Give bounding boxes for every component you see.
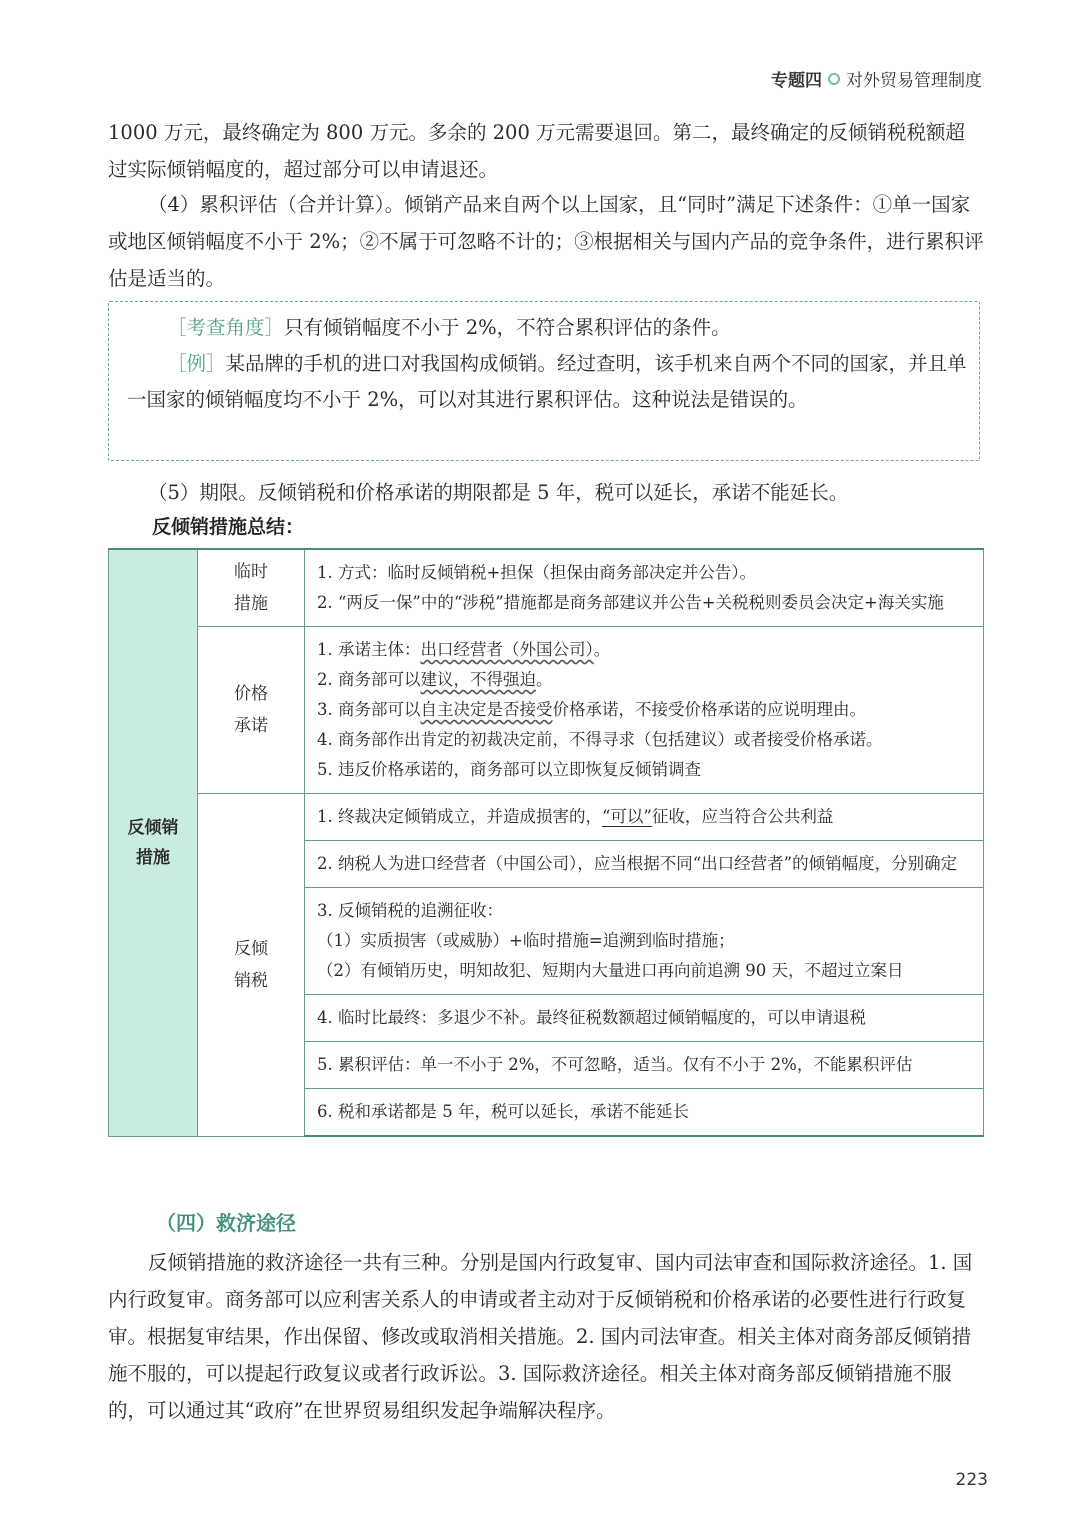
header-title: 对外贸易管理制度 [846,71,982,91]
anti-dumping-duty-label: 反倾销税 [198,794,305,1137]
example-text: 某品牌的手机的进口对我国构成倾销。经过查明，该手机来自两个不同的国家，并且单一国家的倾销幅度均不小于 2%，可以对其进行累积评估。这种说法是错误的。 [127,352,967,411]
list-item: 3. 商务部可以自主决定是否接受价格承诺，不接受价格承诺的应说明理由。 [317,700,866,719]
category-cell: 反倾销措施 [109,549,198,1136]
temp-measure-label: 临时措施 [198,549,305,627]
exam-note-box [108,301,980,461]
duty-row-2: 2. 纳税人为进口经营者（中国公司），应当根据不同“出口经营者”的倾销幅度，分别确定 [305,841,984,888]
duty-row-1: 1. 终裁决定倾销成立，并造成损害的，“可以”征收，应当符合公共利益 [305,794,984,841]
table-row [109,794,984,841]
table-row [109,549,984,627]
exam-angle [127,310,967,346]
example-tag: ［例］ [167,352,226,375]
exam-angle-text: 只有倾销幅度不小于 2%，不符合累积评估的条件。 [284,316,731,339]
list-item: 2. 商务部可以建议，不得强迫。 [317,670,553,689]
list-item: 1. 承诺主体：出口经营者（外国公司）。 [317,640,611,659]
duty-row-6: 6. 税和承诺都是 5 年，税可以延长，承诺不能延长 [305,1089,984,1137]
anti-dumping-summary-table [108,548,984,1137]
paragraph-term: （5）期限。反倾销税和价格承诺的期限都是 5 年，税可以延长，承诺不能延长。 [148,481,849,504]
summary-title: 反倾销措施总结： [152,516,305,538]
list-item: 2. “两反一保”中的“涉税”措施都是商务部建议并公告+关税税则委员会决定+海关实施 [317,593,944,612]
price-undertaking-label: 价格承诺 [198,627,305,794]
price-undertaking-content [305,627,984,794]
running-header [771,66,982,91]
temp-measure-content [305,549,984,627]
paragraph-refund: 1000 万元，最终确定为 800 万元。多余的 200 万元需要退回。第二，最终确定的反倾销税税额超过实际倾销幅度的，超过部分可以申请退还。 [108,121,966,181]
duty-row-4: 4. 临时比最终：多退少不补。最终征税数额超过倾销幅度的，可以申请退税 [305,995,984,1042]
paragraph-remedy: 反倾销措施的救济途径一共有三种。分别是国内行政复审、国内司法审查和国际救济途径。1. 国内行政复审。商务部可以应利害关系人的申请或者主动对于反倾销税和价格承诺的必要性进行行政复审。根据复审结果，作出保留、修改或取消相关措施。2. 国内司法审查。相关主体对商务部反倾销措施不服的，可以提起行政复议或者行政诉讼。3. 国际救济途径。相关主体对商务部反倾销措施不服的，可以通过其“政府”在世界贸易组织发起争端解决程序。 [108,1251,973,1422]
section-remedy-title: （四）救济途径 [156,1211,296,1235]
list-item: 5. 违反价格承诺的，商务部可以立即恢复反倾销调查 [317,760,701,779]
table-row [109,627,984,794]
exam-angle-tag: ［考查角度］ [167,316,285,339]
list-item: 1. 方式：临时反倾销税+担保（担保由商务部决定并公告）。 [317,563,757,582]
duty-row-3: 3. 反倾销税的追溯征收： （1）实质损害（或威胁）+临时措施=追溯到临时措施； （2）有倾销历史，明知故犯、短期内大量进口再向前追溯 90 天，不超过立案日 [305,888,984,995]
paragraph-cumulative-assessment: （4）累积评估（合并计算）。倾销产品来自两个以上国家，且“同时”满足下述条件：①单一国家或地区倾销幅度不小于 2%；②不属于可忽略不计的；③根据相关与国内产品的竞争条件，进行累积评估是适当的。 [108,193,984,290]
circle-icon [828,73,840,85]
page-number: 223 [955,1470,988,1490]
example [127,346,967,418]
list-item: 4. 商务部作出肯定的初裁决定前，不得寻求（包括建议）或者接受价格承诺。 [317,730,883,749]
duty-row-5: 5. 累积评估：单一不小于 2%，不可忽略，适当。仅有不小于 2%，不能累积评估 [305,1042,984,1089]
header-topic: 专题四 [771,71,822,91]
